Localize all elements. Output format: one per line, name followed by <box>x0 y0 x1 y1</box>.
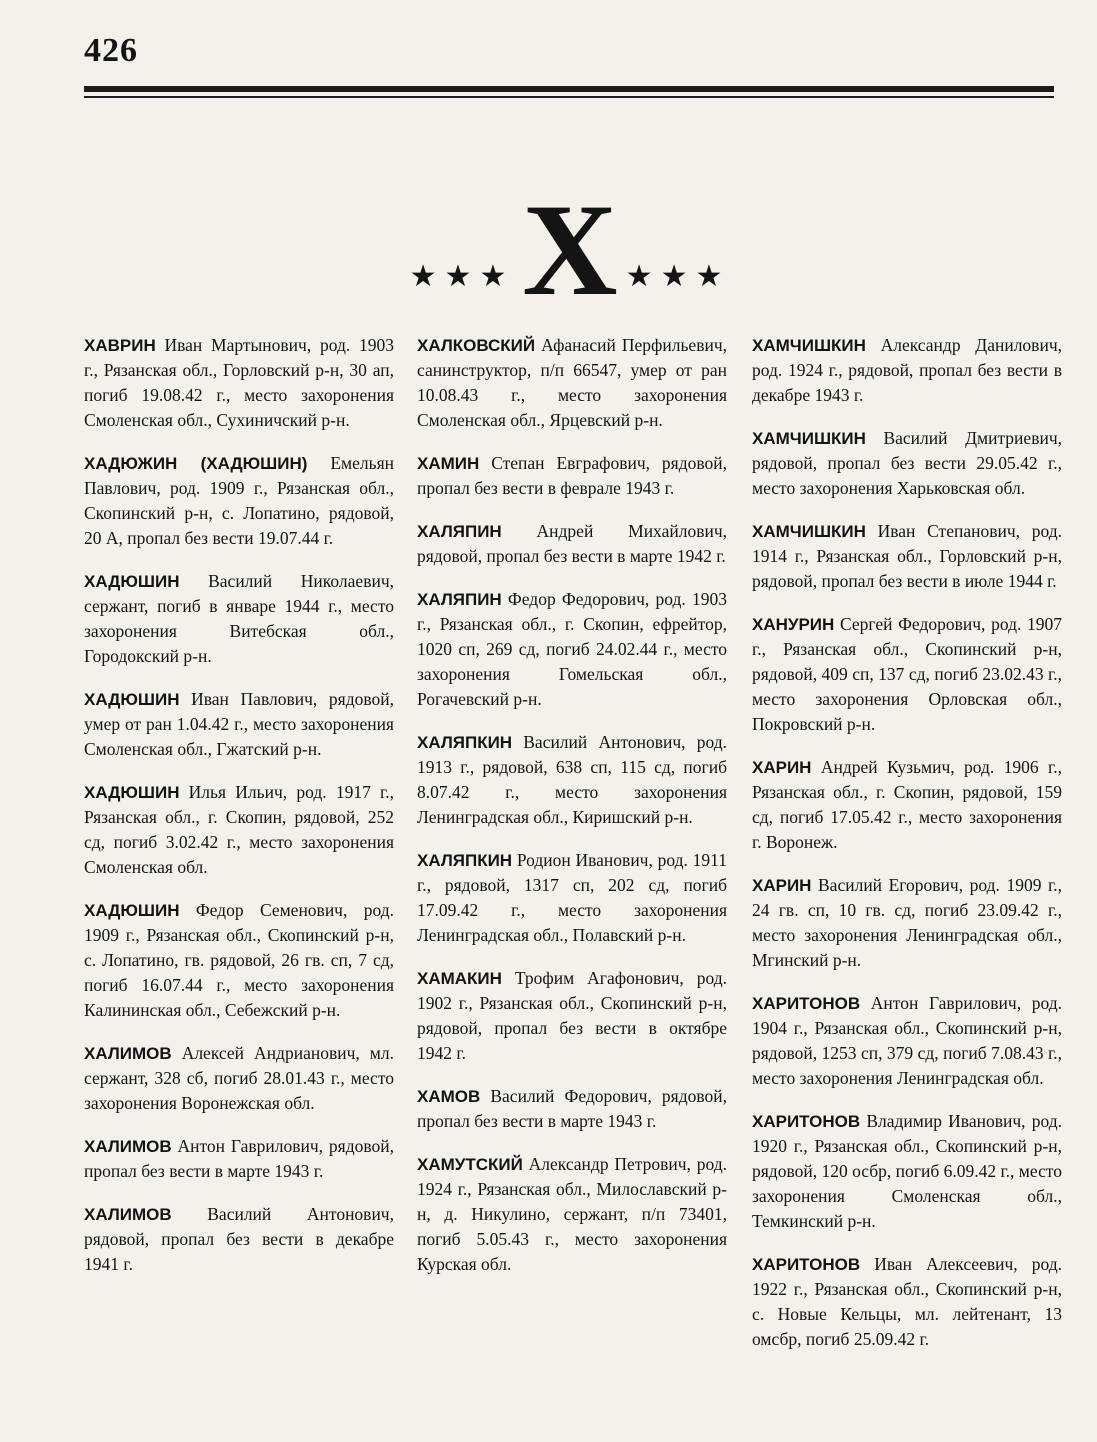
entry-surname: ХАРИТОНОВ <box>752 1255 861 1274</box>
entry <box>752 612 1062 737</box>
entry <box>417 519 727 569</box>
entry-details: Александр Данилович, род. 1924 г., рядовой, пропал без вести в декабре 1943 г. <box>752 335 1062 405</box>
entry <box>84 451 394 551</box>
entry-surname: ХАМЧИШКИН <box>752 522 866 541</box>
entry-details: Емельян Павлович, род. 1909 г., Рязанская обл., Скопинский р-н, с. Лопатино, рядовой, 20 А, пропал без вести 19.07.44 г. <box>84 453 394 548</box>
section-heading <box>409 175 731 323</box>
entry-details: Афанасий Перфильевич, санинструктор, п/п 66547, умер от ран 10.08.43 г., место захоронения Смоленская обл., Ярцевский р-н. <box>417 335 727 430</box>
entry-details: Владимир Иванович, род. 1920 г., Рязанская обл., Скопинский р-н, рядовой, 120 осбр, погиб 6.09.42 г., место захоронения Смоленская обл., Темкинский р-н. <box>752 1111 1063 1231</box>
entry-details: Василий Дмитриевич, рядовой, пропал без вести 29.05.42 г., место захоронения Харьковская обл. <box>752 428 1062 498</box>
page-number: 426 <box>84 32 138 69</box>
entry-surname: ХАЛЯПИН <box>417 590 502 609</box>
entry <box>417 587 727 712</box>
entry <box>84 333 394 433</box>
entry-surname: ХАЛЯПИН <box>417 522 502 541</box>
entry-details: Александр Петрович, род. 1924 г., Рязанская обл., Милославский р-н, д. Никулино, сержант, п/п 73401, погиб 5.05.43 г., место захоронения Курская обл. <box>417 1154 727 1274</box>
entry <box>752 519 1062 594</box>
entry <box>417 1152 727 1277</box>
entry-surname: ХАМЧИШКИН <box>752 336 866 355</box>
entry <box>752 991 1062 1091</box>
entry-surname: ХАДЮШИН <box>84 690 180 709</box>
stars-right-icon: ★★★ <box>625 260 731 293</box>
entry-details: Василий Егорович, род. 1909 г., 24 гв. сп, 10 гв. сд, погиб 23.09.42 г., место захоронения Ленинградская обл., Мгинский р-н. <box>752 875 1062 970</box>
entry-details: Василий Антонович, род. 1913 г., рядовой, 638 сп, 115 сд, погиб 8.07.42 г., место захоронения Ленинградская обл., Киришский р-н. <box>417 732 727 827</box>
entry <box>84 1134 394 1184</box>
entry-details: Василий Антонович, рядовой, пропал без вести в декабре 1941 г. <box>84 1204 394 1274</box>
entry-details: Василий Николаевич, сержант, погиб в январе 1944 г., место захоронения Витебская обл., Городокский р-н. <box>84 571 394 666</box>
entry-details: Федор Федорович, род. 1903 г., Рязанская обл., г. Скопин, ефрейтор, 1020 сп, 269 сд, погиб 24.02.44 г., место захоронения Гомельская обл., Рогачевский р-н. <box>417 589 727 709</box>
entry-details: Иван Павлович, рядовой, умер от ран 1.04.42 г., место захоронения Смоленская обл., Гжатский р-н. <box>84 689 394 759</box>
entry <box>84 687 394 762</box>
entry <box>84 780 394 880</box>
entry <box>84 898 394 1023</box>
text-column-1 <box>84 333 394 1295</box>
entry-surname: ХАМОВ <box>417 1087 481 1106</box>
entry <box>752 333 1062 408</box>
entry-surname: ХАМАКИН <box>417 969 502 988</box>
entry-details: Антон Гаврилович, род. 1904 г., Рязанская обл., Скопинский р-н, рядовой, 1253 сп, 379 сд, погиб 7.08.43 г., место захоронения Ленинградская обл. <box>752 993 1062 1088</box>
stars-left-icon: ★★★ <box>409 260 515 293</box>
entry-surname: ХАРИН <box>752 876 812 895</box>
entry-surname: ХАРИТОНОВ <box>752 994 861 1013</box>
entry <box>417 333 727 433</box>
entry-surname: ХАЛКОВСКИЙ <box>417 336 536 355</box>
entry <box>752 1252 1062 1352</box>
entry-surname: ХАРИТОНОВ <box>752 1112 861 1131</box>
entry-details: Федор Семенович, род. 1909 г., Рязанская обл., Скопинский р-н, с. Лопатино, гв. рядовой, 26 гв. сп, 7 сд, погиб 16.07.44 г., место захоронения Калининская обл., Себежский р-н. <box>84 900 394 1020</box>
entry-details: Антон Гаврилович, рядовой, пропал без вести в марте 1943 г. <box>84 1136 394 1181</box>
entry-surname: ХАЛЯПКИН <box>417 733 513 752</box>
entry-surname: ХАЛИМОВ <box>84 1044 172 1063</box>
entry-surname: ХАДЮЖИН (ХАДЮШИН) <box>84 454 308 473</box>
entry-details: Илья Ильич, род. 1917 г., Рязанская обл., г. Скопин, рядовой, 252 сд, погиб 3.02.42 г., место захоронения Смоленская обл. <box>84 782 394 877</box>
entry-surname: ХАЛИМОВ <box>84 1137 172 1156</box>
entry-details: Иван Мартынович, род. 1903 г., Рязанская обл., Горловский р-н, 30 ап, погиб 19.08.42 г., место захоронения Смоленская обл., Сухиничский р-н. <box>84 335 394 430</box>
entry-surname: ХАМЧИШКИН <box>752 429 866 448</box>
entry <box>752 1109 1062 1234</box>
entry-details: Иван Алексеевич, род. 1922 г., Рязанская обл., Скопинский р-н, с. Новые Кельцы, мл. лейтенант, 13 омсбр, погиб 25.09.42 г. <box>752 1254 1062 1349</box>
entry-details: Родион Иванович, род. 1911 г., рядовой, 1317 сп, 202 сд, погиб 17.09.42 г., место захоронения Ленинградская обл., Полавский р-н. <box>417 850 727 945</box>
entry-surname: ХАЛИМОВ <box>84 1205 172 1224</box>
entry <box>417 966 727 1066</box>
entry-surname: ХАВРИН <box>84 336 156 355</box>
entry-surname: ХАМУТСКИЙ <box>417 1155 523 1174</box>
entry <box>84 569 394 669</box>
entry <box>752 755 1062 855</box>
entry-surname: ХАДЮШИН <box>84 783 180 802</box>
entry-surname: ХАМИН <box>417 454 480 473</box>
text-column-3 <box>752 333 1062 1370</box>
entry-surname: ХАДЮШИН <box>84 901 180 920</box>
entry <box>752 873 1062 973</box>
header-rule-thick <box>84 86 1054 92</box>
entry-details: Андрей Кузьмич, род. 1906 г., Рязанская обл., г. Скопин, рядовой, 159 сд, погиб 17.05.42 г., место захоронения г. Воронеж. <box>752 757 1062 852</box>
entry <box>417 848 727 948</box>
entry <box>84 1202 394 1277</box>
entry-details: Василий Федорович, рядовой, пропал без вести в марте 1943 г. <box>417 1086 727 1131</box>
entry-details: Иван Степанович, род. 1914 г., Рязанская обл., Горловский р-н, рядовой, пропал без вести в июле 1944 г. <box>752 521 1062 591</box>
entry-details: Алексей Андрианович, мл. сержант, 328 сб, погиб 28.01.43 г., место захоронения Воронежская обл. <box>84 1043 394 1113</box>
entry-details: Степан Евграфович, рядовой, пропал без вести в феврале 1943 г. <box>417 453 727 498</box>
entry <box>84 1041 394 1116</box>
entry-details: Сергей Федорович, род. 1907 г., Рязанская обл., Скопинский р-н, рядовой, 409 сп, 137 сд, погиб 23.02.43 г., место захоронения Орловская обл., Покровский р-н. <box>752 614 1062 734</box>
section-letter: Х <box>522 175 618 323</box>
text-column-2 <box>417 333 727 1295</box>
entry <box>417 730 727 830</box>
header-rule-thin <box>84 96 1054 98</box>
entry-surname: ХАЛЯПКИН <box>417 851 513 870</box>
entry-surname: ХАНУРИН <box>752 615 835 634</box>
entry <box>752 426 1062 501</box>
entry-surname: ХАРИН <box>752 758 812 777</box>
entry-surname: ХАДЮШИН <box>84 572 180 591</box>
entry <box>417 1084 727 1134</box>
entry <box>417 451 727 501</box>
entry-details: Андрей Михайлович, рядовой, пропал без вести в марте 1942 г. <box>417 521 727 566</box>
entry-details: Трофим Агафонович, род. 1902 г., Рязанская обл., Скопинский р-н, рядовой, пропал без вести в октябре 1942 г. <box>417 968 727 1063</box>
